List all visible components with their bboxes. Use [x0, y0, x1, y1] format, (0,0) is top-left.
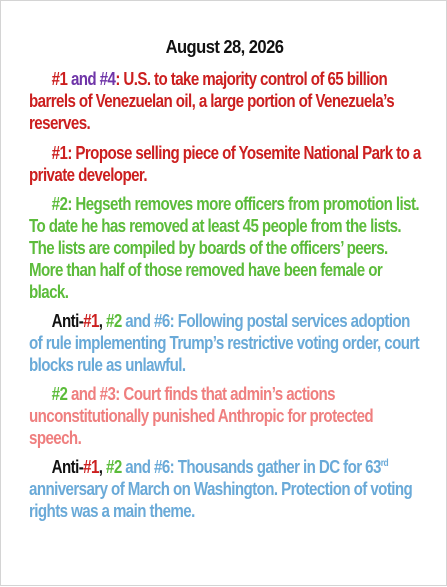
item-text: : Propose selling piece of Yosemite National Park to a private developer.: [29, 143, 421, 185]
tag-1: #1: [83, 457, 99, 477]
news-item-2: [29, 142, 424, 186]
tag-2: #2: [51, 384, 68, 404]
item-text: : U.S. to take majority control of 65 billion barrels of Venezuelan oil, a large portion of Venezuela’s reserves.: [29, 69, 395, 133]
ordinal-suffix: rd: [380, 458, 389, 469]
tag-2: #2: [51, 194, 68, 214]
item-text-cont: anniversary of March on Washington. Protection of voting rights was a main theme.: [29, 479, 413, 521]
tag-6: and #6: [121, 311, 170, 331]
news-item-1: [29, 68, 424, 134]
tag-4: #4: [99, 69, 116, 89]
tag-separator: ,: [98, 311, 107, 331]
news-item-6: [29, 456, 424, 522]
tag-and: and: [67, 69, 100, 89]
news-item-3: [29, 193, 424, 303]
tag-2: #2: [106, 311, 122, 331]
page-date: August 28, 2026: [165, 37, 284, 57]
item-text: : Hegseth removes more officers from promotion list. To date he has removed at least 45 people from the lists. The lists are compiled by boards of the officers’ peers. More than half of those removed have been female or black.: [29, 194, 420, 302]
item-text: and #6: Thousands gather in DC for 63: [121, 457, 381, 477]
news-item-4: [29, 310, 424, 376]
tag-separator: ,: [98, 457, 107, 477]
item-text: : Following postal services adoption of rule implementing Trump’s restrictive voting order, court blocks rule as unlawful.: [29, 311, 420, 375]
tag-1: #1: [51, 69, 68, 89]
document-page: [1, 1, 447, 587]
anti-prefix: Anti-: [51, 457, 84, 477]
tag-2: #2: [106, 457, 122, 477]
news-item-5: [29, 383, 424, 449]
anti-prefix: Anti-: [51, 311, 84, 331]
tag-1: #1: [51, 143, 68, 163]
item-text: and #3: Court finds that admin’s actions unconstitutionally punished Anthropic for protected speech.: [29, 384, 374, 448]
tag-1: #1: [83, 311, 99, 331]
